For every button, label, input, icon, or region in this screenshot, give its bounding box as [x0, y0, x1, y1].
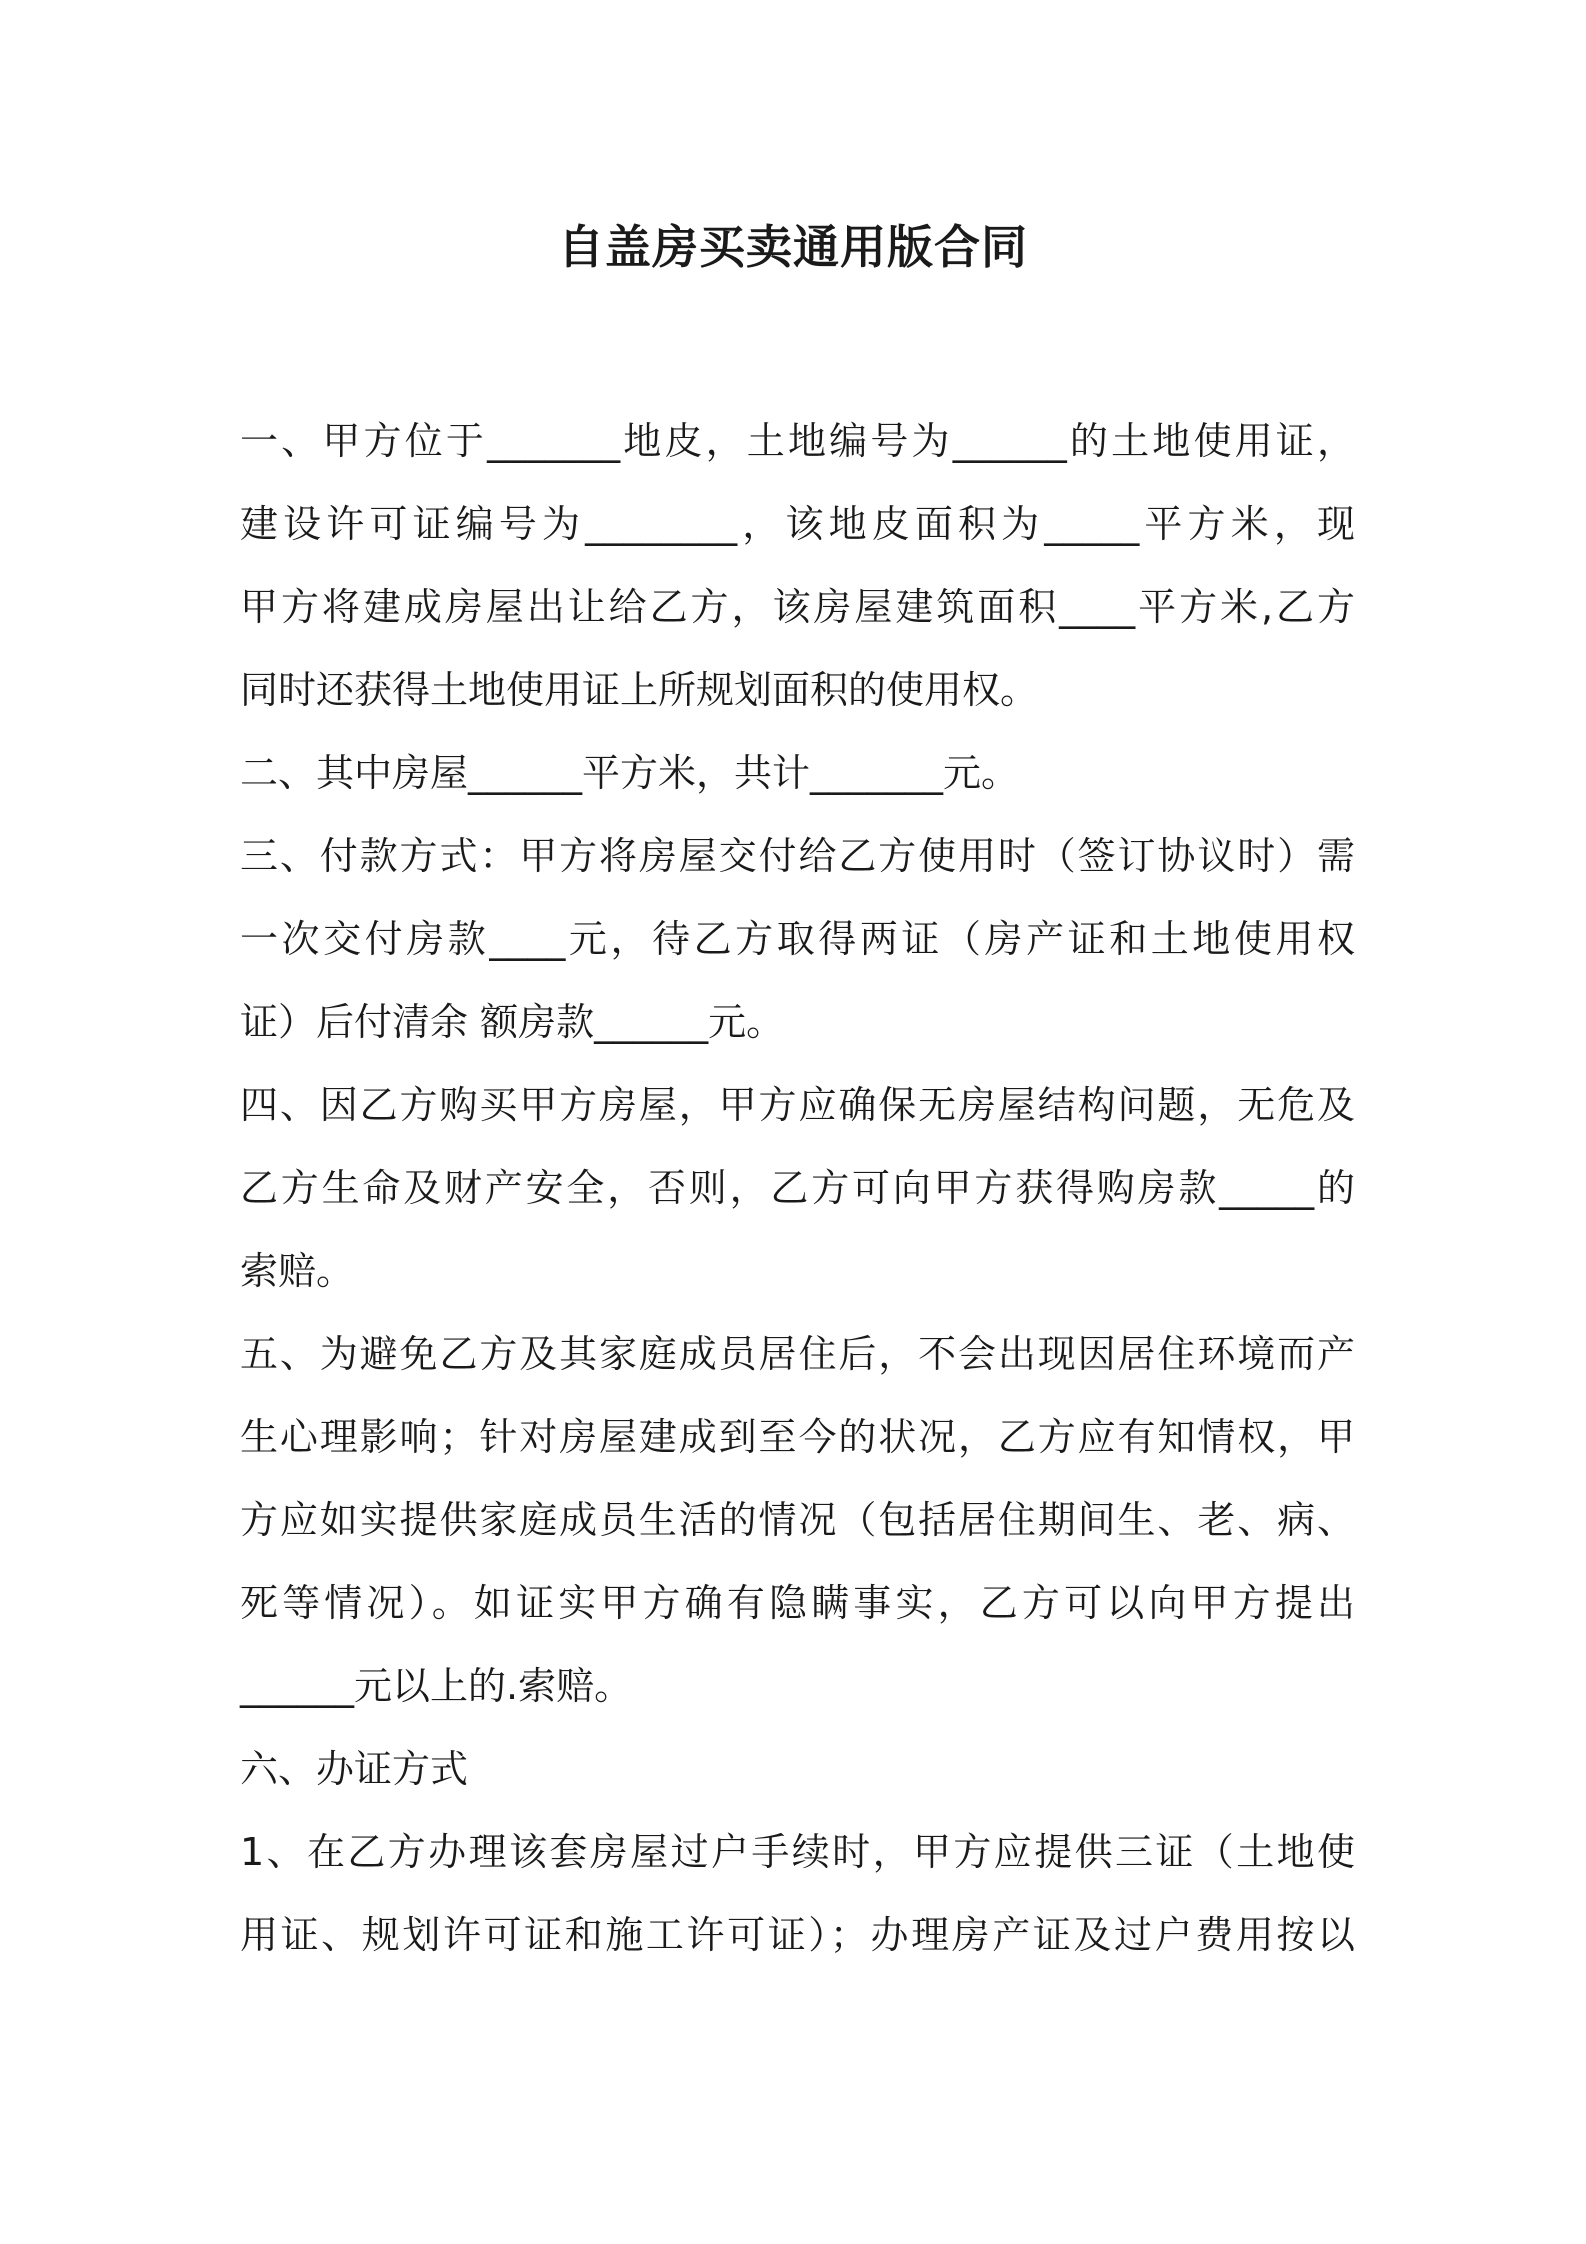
text-line: 二、其中房屋______平方米，共计_______元。 [240, 751, 1020, 795]
text-line: 乙方生命及财产安全，否则，乙方可向甲方获得购房款_____的 [240, 1166, 1355, 1210]
text-line: 三、付款方式：甲方将房屋交付给乙方使用时（签订协议时）需 [240, 834, 1355, 878]
text-line: ______元以上的.索赔。 [240, 1664, 633, 1708]
text-line: 四、因乙方购买甲方房屋，甲方应确保无房屋结构问题，无危及 [240, 1083, 1355, 1127]
text-line: 一次交付房款____元，待乙方取得两证（房产证和土地使用权 [240, 917, 1355, 961]
text-line: 五、为避免乙方及其家庭成员居住后，不会出现因居住环境而产 [240, 1332, 1355, 1376]
text-line: 用证、规划许可证和施工许可证）；办理房产证及过户费用按以 [240, 1913, 1355, 1957]
text-line: 证）后付清余 额房款______元。 [240, 1000, 785, 1044]
document-title: 自盖房买卖通用版合同 [558, 220, 1028, 274]
text-line: 六、办证方式 [240, 1747, 469, 1791]
text-line: 方应如实提供家庭成员生活的情况（包括居住期间生、老、病、 [240, 1498, 1355, 1542]
text-line: 甲方将建成房屋出让给乙方，该房屋建筑面积____平方米,乙方 [240, 585, 1355, 629]
text-line: 一、甲方位于_______地皮，土地编号为______的土地使用证， [240, 419, 1355, 463]
text-line: 索赔。 [240, 1249, 355, 1293]
text-line: 同时还获得土地使用证上所规划面积的使用权。 [240, 668, 1039, 712]
text-line: 建设许可证编号为________，该地皮面积为_____平方米，现 [240, 502, 1355, 546]
text-line: 死等情况）。如证实甲方确有隐瞒事实，乙方可以向甲方提出 [240, 1581, 1355, 1625]
text-line: 1、在乙方办理该套房屋过户手续时，甲方应提供三证（土地使 [240, 1830, 1355, 1874]
text-line: 生心理影响；针对房屋建成到至今的状况，乙方应有知情权，甲 [240, 1415, 1355, 1459]
document-body [240, 400, 1355, 1977]
